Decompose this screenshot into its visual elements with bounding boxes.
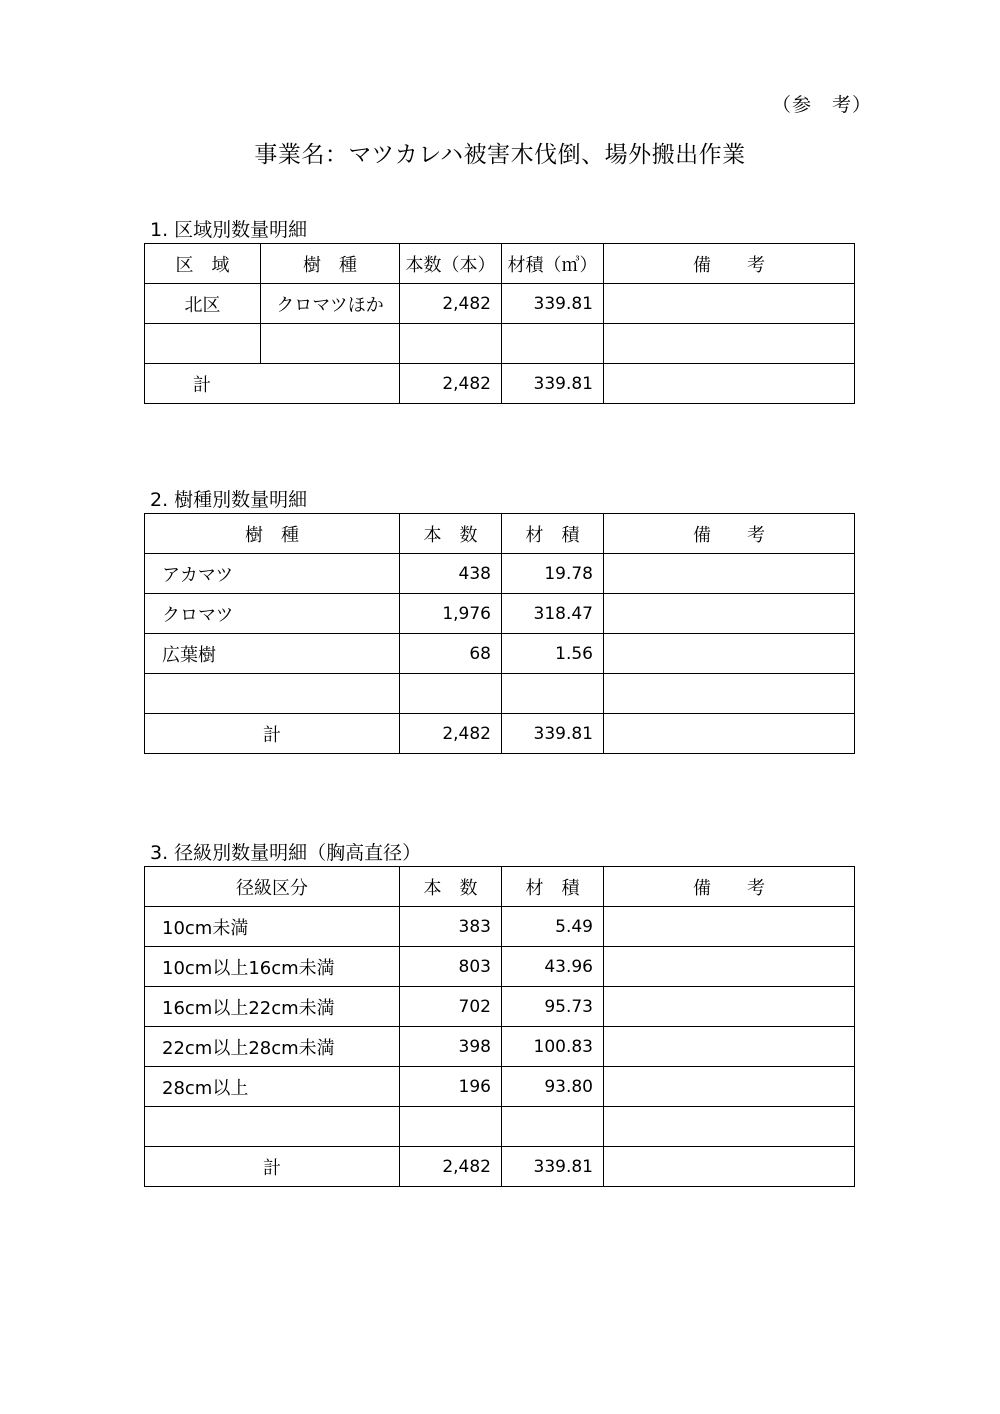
section3-title: 3. 径級別数量明細（胸高直径） bbox=[150, 842, 422, 864]
header-cell: 材 積 bbox=[502, 514, 604, 554]
table-row bbox=[145, 987, 855, 1027]
table-cell bbox=[502, 1107, 604, 1147]
table-cell: 43.96 bbox=[502, 947, 604, 987]
table-row bbox=[145, 634, 855, 674]
table-header-row bbox=[145, 514, 855, 554]
total-remarks bbox=[604, 1147, 855, 1187]
header-cell: 材 積 bbox=[502, 867, 604, 907]
table-row bbox=[145, 594, 855, 634]
total-volume: 339.81 bbox=[502, 714, 604, 754]
table-cell: 318.47 bbox=[502, 594, 604, 634]
header-cell: 本 数 bbox=[400, 514, 502, 554]
table-cell: 5.49 bbox=[502, 907, 604, 947]
header-cell: 材積（㎥） bbox=[502, 244, 604, 284]
table-cell: 10cm未満 bbox=[145, 907, 400, 947]
table-cell: 北区 bbox=[145, 284, 261, 324]
table-cell: 196 bbox=[400, 1067, 502, 1107]
table-cell bbox=[604, 594, 855, 634]
table-cell: 22cm以上28cm未満 bbox=[145, 1027, 400, 1067]
table-cell: 10cm以上16cm未満 bbox=[145, 947, 400, 987]
table-cell: 2,482 bbox=[400, 284, 502, 324]
table-row bbox=[145, 554, 855, 594]
table-cell: 383 bbox=[400, 907, 502, 947]
table-cell bbox=[604, 674, 855, 714]
total-count: 2,482 bbox=[400, 364, 502, 404]
total-label: 計 bbox=[145, 714, 400, 754]
table-cell: 19.78 bbox=[502, 554, 604, 594]
header-cell: 本数（本） bbox=[400, 244, 502, 284]
table-cell bbox=[400, 1107, 502, 1147]
table-cell: 1,976 bbox=[400, 594, 502, 634]
table-cell: クロマツほか bbox=[261, 284, 400, 324]
table-row bbox=[145, 324, 855, 364]
table-header-row bbox=[145, 867, 855, 907]
page-title: 事業名：マツカレハ被害木伐倒、場外搬出作業 bbox=[254, 142, 746, 168]
total-volume: 339.81 bbox=[502, 1147, 604, 1187]
table-cell: 68 bbox=[400, 634, 502, 674]
table-cell bbox=[604, 284, 855, 324]
table-cell: 93.80 bbox=[502, 1067, 604, 1107]
table-cell bbox=[400, 674, 502, 714]
table-cell bbox=[502, 324, 604, 364]
total-count: 2,482 bbox=[400, 714, 502, 754]
table-cell: 16cm以上22cm未満 bbox=[145, 987, 400, 1027]
table-cell bbox=[604, 1107, 855, 1147]
total-remarks bbox=[604, 364, 855, 404]
table-cell bbox=[145, 324, 261, 364]
table-cell bbox=[604, 1027, 855, 1067]
header-cell: 備 考 bbox=[604, 867, 855, 907]
species-quantity-table bbox=[144, 513, 855, 754]
table-cell bbox=[604, 987, 855, 1027]
total-remarks bbox=[604, 714, 855, 754]
table-cell: 28cm以上 bbox=[145, 1067, 400, 1107]
table-row bbox=[145, 1107, 855, 1147]
table-cell: 広葉樹 bbox=[145, 634, 400, 674]
table-cell bbox=[400, 324, 502, 364]
header-cell: 樹 種 bbox=[261, 244, 400, 284]
table-row bbox=[145, 947, 855, 987]
table-cell: アカマツ bbox=[145, 554, 400, 594]
total-volume: 339.81 bbox=[502, 364, 604, 404]
table-cell bbox=[604, 324, 855, 364]
table-cell bbox=[604, 1067, 855, 1107]
table-cell bbox=[604, 634, 855, 674]
table-cell bbox=[604, 554, 855, 594]
table-cell: 339.81 bbox=[502, 284, 604, 324]
header-cell: 径級区分 bbox=[145, 867, 400, 907]
header-cell: 樹 種 bbox=[145, 514, 400, 554]
table-cell: 1.56 bbox=[502, 634, 604, 674]
table-total-row bbox=[145, 714, 855, 754]
diameter-class-quantity-table bbox=[144, 866, 855, 1187]
table-row bbox=[145, 674, 855, 714]
section1-title: 1. 区域別数量明細 bbox=[150, 219, 308, 241]
table-cell bbox=[261, 324, 400, 364]
table-cell: 398 bbox=[400, 1027, 502, 1067]
table-cell: 803 bbox=[400, 947, 502, 987]
table-header-row bbox=[145, 244, 855, 284]
table-cell bbox=[502, 674, 604, 714]
section2-title: 2. 樹種別数量明細 bbox=[150, 489, 308, 511]
table-cell: 438 bbox=[400, 554, 502, 594]
reference-label: （参 考） bbox=[772, 94, 873, 116]
table-total-row bbox=[145, 364, 855, 404]
table-cell bbox=[604, 907, 855, 947]
total-label: 計 bbox=[145, 364, 400, 404]
total-label: 計 bbox=[145, 1147, 400, 1187]
total-count: 2,482 bbox=[400, 1147, 502, 1187]
header-cell: 備 考 bbox=[604, 244, 855, 284]
table-total-row bbox=[145, 1147, 855, 1187]
header-cell: 備 考 bbox=[604, 514, 855, 554]
table-row bbox=[145, 284, 855, 324]
table-cell: 702 bbox=[400, 987, 502, 1027]
header-cell: 区 域 bbox=[145, 244, 261, 284]
table-row bbox=[145, 907, 855, 947]
table-cell bbox=[145, 1107, 400, 1147]
table-cell: 95.73 bbox=[502, 987, 604, 1027]
table-cell: 100.83 bbox=[502, 1027, 604, 1067]
area-quantity-table bbox=[144, 243, 855, 404]
header-cell: 本 数 bbox=[400, 867, 502, 907]
table-cell bbox=[145, 674, 400, 714]
table-row bbox=[145, 1027, 855, 1067]
table-cell bbox=[604, 947, 855, 987]
table-row bbox=[145, 1067, 855, 1107]
table-cell: クロマツ bbox=[145, 594, 400, 634]
